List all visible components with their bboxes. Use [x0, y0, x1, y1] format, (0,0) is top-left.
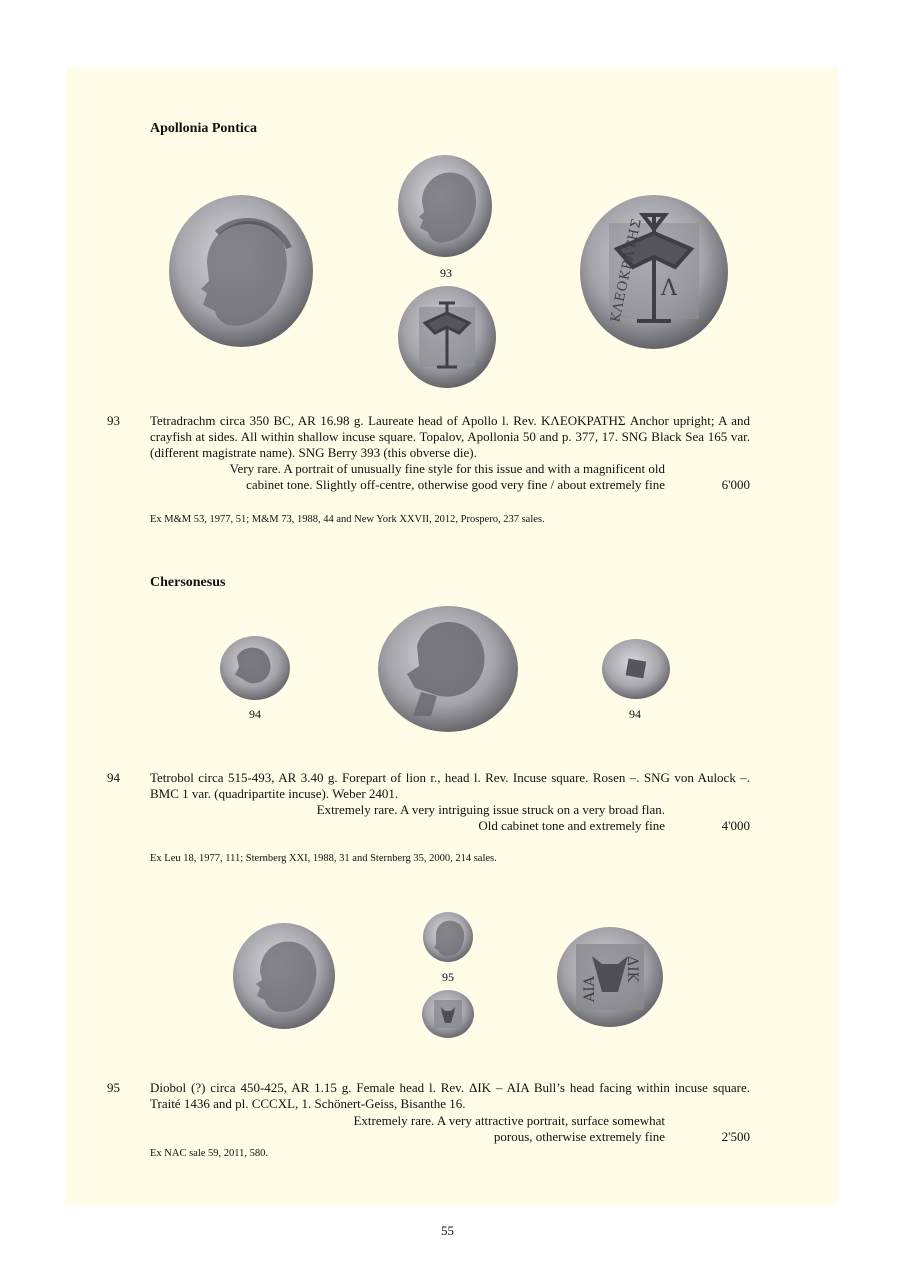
- lot-provenance-94: Ex Leu 18, 1977, 111; Sternberg XXI, 1988, 31 and Sternberg 35, 2000, 214 sales.: [150, 853, 497, 864]
- coin-93-obverse: [397, 154, 493, 258]
- lot-grade-93-line2: cabinet tone. Slightly off-centre, otherwise good very fine / about extremely fine: [246, 477, 665, 492]
- incuse-square-icon: [626, 659, 647, 679]
- coin-legend-right: ΔΙΚ: [624, 956, 640, 983]
- lot-grade-95-line2: porous, otherwise extremely fine: [493, 1129, 665, 1144]
- coin-legend: ΚΛΕΟΚΡΑΤΗΣ: [608, 216, 646, 324]
- coin-93-reverse-enlarged: [579, 193, 729, 351]
- lot-number-95: 95: [107, 1080, 120, 1095]
- coin-94-obverse-enlarged: [377, 604, 519, 734]
- figure-label-93: 93: [440, 266, 452, 280]
- coin-legend-left: ΑΙΑ: [582, 976, 598, 1002]
- coin-94-obverse: [219, 635, 291, 701]
- section-title-chersonesus: Chersonesus: [150, 575, 226, 590]
- lot-provenance-93: Ex M&M 53, 1977, 51; M&M 73, 1988, 44 and New York XXVII, 2012, Prospero, 237 sales.: [150, 514, 545, 525]
- coin-95-reverse-enlarged: [556, 926, 664, 1028]
- lot-number-93: 93: [107, 413, 120, 428]
- coin-95-obverse: [422, 911, 474, 963]
- lot-estimate-95: 2'500: [721, 1129, 750, 1144]
- lot-number-94: 94: [107, 770, 120, 785]
- lot-description-93: Tetradrachm circa 350 BC, AR 16.98 g. Laureate head of Apollo l. Rev. ΚΛΕΟΚΡΑΤΗΣ Anchor upright; A and crayfish at sides. All within shallow incuse square. Topalov, Apollonia 50 and p. 377, 17. SNG Black Sea 165 var. (different magistrate name). SNG Berry 393 (this obverse die).: [150, 413, 750, 460]
- lot-provenance-95: Ex NAC sale 59, 2011, 580.: [150, 1148, 269, 1159]
- lot-estimate-93: 6'000: [721, 477, 750, 492]
- lot-grade-94-line2: Old cabinet tone and extremely fine: [478, 818, 665, 833]
- lot-grade-93-line1: Very rare. A portrait of unusually fine style for this issue and with a magnificent old: [229, 461, 665, 476]
- coin-95-obverse-enlarged: [232, 922, 336, 1030]
- coin-95-reverse: [421, 989, 475, 1039]
- coin-letter: Λ: [661, 276, 677, 301]
- coin-94-reverse: [601, 638, 671, 700]
- lot-estimate-94: 4'000: [721, 818, 750, 833]
- coin-93-obverse-enlarged: [167, 193, 315, 349]
- figure-label-94-left: 94: [249, 707, 261, 721]
- lot-grade-95-line1: Extremely rare. A very attractive portrait, surface somewhat: [353, 1113, 665, 1128]
- page-number: 55: [441, 1223, 454, 1238]
- lot-grade-94-line1: Extremely rare. A very intriguing issue struck on a very broad flan.: [316, 802, 665, 817]
- coin-93-reverse: [397, 285, 497, 389]
- lot-description-95: Diobol (?) circa 450-425, AR 1.15 g. Female head l. Rev. ΔΙΚ – ΑΙΑ Bull’s head facing within incuse square. Traité 1436 and pl. CCCXL, 1. Schönert-Geiss, Bisanthe 16.: [150, 1080, 750, 1111]
- figure-label-94-right: 94: [629, 707, 641, 721]
- section-title-apollonia: Apollonia Pontica: [150, 121, 257, 136]
- lot-description-94: Tetrobol circa 515-493, AR 3.40 g. Forepart of lion r., head l. Rev. Incuse square. Rosen –. SNG von Aulock –. BMC 1 var. (quadripartite incuse). Weber 2401.: [150, 770, 750, 801]
- figure-label-95: 95: [442, 970, 454, 984]
